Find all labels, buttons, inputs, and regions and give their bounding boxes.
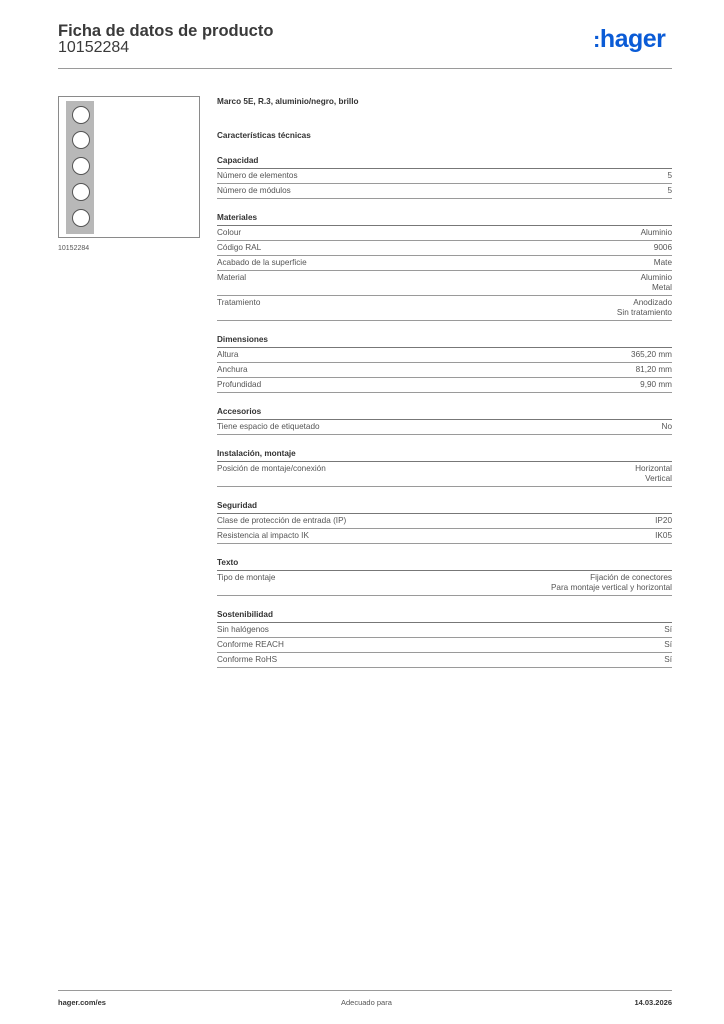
tech-heading: Características técnicas (217, 131, 311, 140)
spec-row (217, 571, 672, 596)
spec-row (217, 296, 672, 321)
spec-section (217, 448, 672, 487)
spec-value (664, 655, 672, 665)
spec-value (664, 625, 672, 635)
spec-label: Código RAL (217, 243, 262, 252)
spec-row (217, 184, 672, 199)
image-caption: 10152284 (58, 245, 90, 252)
spec-section (217, 609, 672, 668)
section-title (217, 448, 672, 462)
section-title-text: Capacidad (217, 156, 259, 165)
logo-text: hager (599, 25, 666, 53)
footer-website: hager.com/es (58, 998, 106, 1007)
spec-row (217, 638, 672, 653)
section-title-text: Seguridad (217, 501, 258, 510)
section-title (217, 609, 672, 623)
spec-value (667, 171, 672, 181)
spec-value (640, 380, 672, 390)
section-title-text: Texto (217, 558, 239, 567)
spec-label: Colour (217, 228, 242, 237)
hager-logo: :hager (593, 25, 666, 53)
spec-value-line: Mate (653, 258, 672, 267)
spec-value (667, 186, 672, 196)
spec-value-line: Anodizado (633, 298, 672, 307)
spec-value-line: Aluminio (640, 273, 672, 282)
page-title: Ficha de datos de producto (58, 22, 274, 40)
spec-value (617, 298, 672, 318)
spec-value-line: IK05 (655, 531, 672, 540)
spec-value (655, 516, 672, 526)
spec-label: Número de módulos (217, 186, 291, 195)
spec-row (217, 420, 672, 435)
section-title (217, 406, 672, 420)
spec-value-line: Metal (651, 283, 672, 292)
spec-value (636, 365, 672, 375)
spec-row (217, 363, 672, 378)
spec-section (217, 334, 672, 393)
header-divider (58, 68, 672, 69)
spec-value-line: 365,20 mm (631, 350, 672, 359)
footer-note: Adecuado para (341, 998, 392, 1007)
section-title-text: Materiales (217, 213, 258, 222)
spec-label: Conforme RoHS (217, 655, 278, 664)
spec-label: Tratamiento (217, 298, 261, 307)
spec-label: Resistencia al impacto IK (217, 531, 309, 540)
spec-value (635, 464, 672, 484)
spec-value-line: IP20 (655, 516, 672, 525)
section-title (217, 155, 672, 169)
product-code: 10152284 (58, 39, 130, 56)
spec-row (217, 653, 672, 668)
spec-label: Profundidad (217, 380, 262, 389)
spec-row (217, 348, 672, 363)
spec-value (641, 228, 672, 238)
spec-value-line: Aluminio (640, 228, 672, 237)
spec-label: Material (217, 273, 247, 282)
spec-label: Acabado de la superficie (217, 258, 307, 267)
spec-value-line: 5 (667, 171, 672, 180)
spec-row (217, 226, 672, 241)
spec-value (664, 640, 672, 650)
spec-row (217, 514, 672, 529)
spec-value-line: Sí (664, 655, 672, 664)
spec-row (217, 462, 672, 487)
frame-opening (72, 183, 90, 201)
spec-row (217, 623, 672, 638)
spec-label: Altura (217, 350, 239, 359)
spec-section (217, 212, 672, 321)
spec-row (217, 271, 672, 296)
spec-value-line: Sí (664, 625, 672, 634)
spec-label: Clase de protección de entrada (IP) (217, 516, 347, 525)
spec-value-line: Sin tratamiento (616, 308, 672, 317)
frame-opening (72, 157, 90, 175)
spec-label: Conforme REACH (217, 640, 284, 649)
spec-label: Tiene espacio de etiquetado (217, 422, 320, 431)
spec-section (217, 155, 672, 199)
spec-value-line: Para montaje vertical y horizontal (550, 583, 672, 592)
spec-value (641, 273, 672, 293)
spec-sections (217, 155, 672, 668)
spec-value-line: 9006 (653, 243, 672, 252)
spec-value-line: 81,20 mm (635, 365, 672, 374)
spec-value-line: No (661, 422, 672, 431)
spec-row (217, 529, 672, 544)
spec-value (654, 243, 672, 253)
spec-value-line: Horizontal (635, 464, 672, 473)
spec-label: Número de elementos (217, 171, 298, 180)
section-title-text: Accesorios (217, 407, 262, 416)
spec-value-line: Fijación de conectores (590, 573, 672, 582)
spec-value (654, 258, 672, 268)
spec-value-line: 9,90 mm (640, 380, 672, 389)
spec-value-line: 5 (667, 186, 672, 195)
spec-value (655, 531, 672, 541)
section-title (217, 212, 672, 226)
spec-section (217, 500, 672, 544)
spec-row (217, 241, 672, 256)
spec-value-line: Vertical (645, 474, 672, 483)
product-image (58, 96, 200, 238)
spec-value (662, 422, 672, 432)
spec-value-line: Sí (664, 640, 672, 649)
spec-row (217, 256, 672, 271)
frame-image (66, 101, 94, 234)
section-title (217, 334, 672, 348)
product-name: Marco 5E, R.3, aluminio/negro, brillo (217, 97, 359, 106)
frame-opening (72, 131, 90, 149)
spec-content (217, 96, 672, 668)
spec-value (631, 350, 672, 360)
section-title-text: Sostenibilidad (217, 610, 273, 619)
section-title-text: Instalación, montaje (217, 449, 296, 458)
frame-opening (72, 209, 90, 227)
spec-value (551, 573, 672, 593)
spec-section (217, 557, 672, 596)
section-title (217, 557, 672, 571)
spec-section (217, 406, 672, 435)
section-title (217, 500, 672, 514)
footer-divider (58, 990, 672, 991)
spec-label: Sin halógenos (217, 625, 269, 634)
frame-opening (72, 106, 90, 124)
spec-label: Anchura (217, 365, 248, 374)
spec-row (217, 169, 672, 184)
footer-date: 14.03.2026 (634, 998, 672, 1007)
section-title-text: Dimensiones (217, 335, 268, 344)
spec-label: Tipo de montaje (217, 573, 276, 582)
spec-label: Posición de montaje/conexión (217, 464, 326, 473)
spec-row (217, 378, 672, 393)
